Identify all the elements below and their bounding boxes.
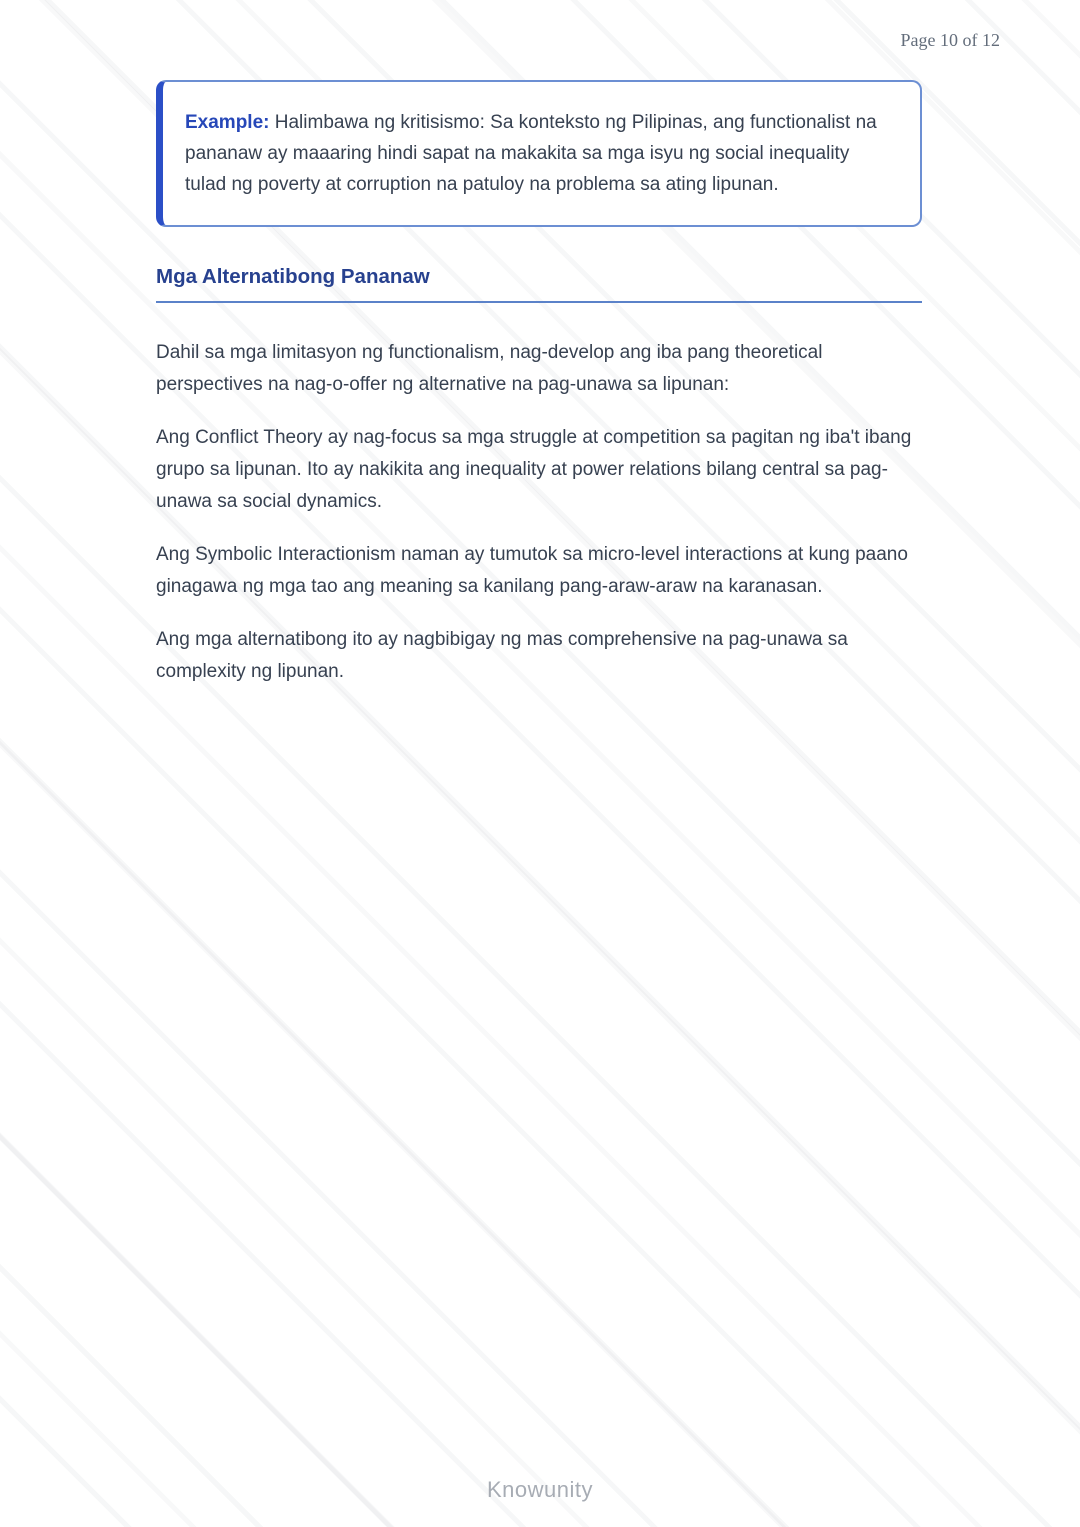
example-label: Example:	[185, 112, 270, 133]
section-body	[156, 337, 922, 688]
paragraph: Ang Conflict Theory ay nag-focus sa mga struggle at competition sa pagitan ng iba't ibang grupo sa lipunan. Ito ay nakikita ang inequality at power relations bilang central sa pag-unawa sa social dynamics.	[156, 427, 912, 512]
paragraph: Dahil sa mga limitasyon ng functionalism, nag-develop ang iba pang theoretical perspectives na nag-o-offer ng alternative na pag-unawa sa lipunan:	[156, 342, 823, 395]
page-number-indicator: Page 10 of 12	[900, 30, 1000, 50]
footer-brand: Knowunity	[486, 1477, 593, 1502]
paragraph: Ang mga alternatibong ito ay nagbibigay ng mas comprehensive na pag-unawa sa complexity ng lipunan.	[156, 629, 848, 682]
example-callout-box	[156, 80, 922, 227]
example-text: Halimbawa ng kritisismo: Sa konteksto ng Pilipinas, ang functionalist na pananaw ay maaaring hindi sapat na makakita sa mga isyu ng social inequality tulad ng poverty at corruption na patuloy na problema sa ating lipunan.	[185, 112, 877, 195]
paragraph: Ang Symbolic Interactionism naman ay tumutok sa micro-level interactions at kung paano ginagawa ng mga tao ang meaning sa kanilang pang-araw-araw na karanasan.	[156, 544, 908, 597]
section-heading: Mga Alternatibong Pananaw	[156, 265, 430, 288]
page-content	[156, 80, 922, 709]
section-heading-rule	[156, 301, 922, 303]
